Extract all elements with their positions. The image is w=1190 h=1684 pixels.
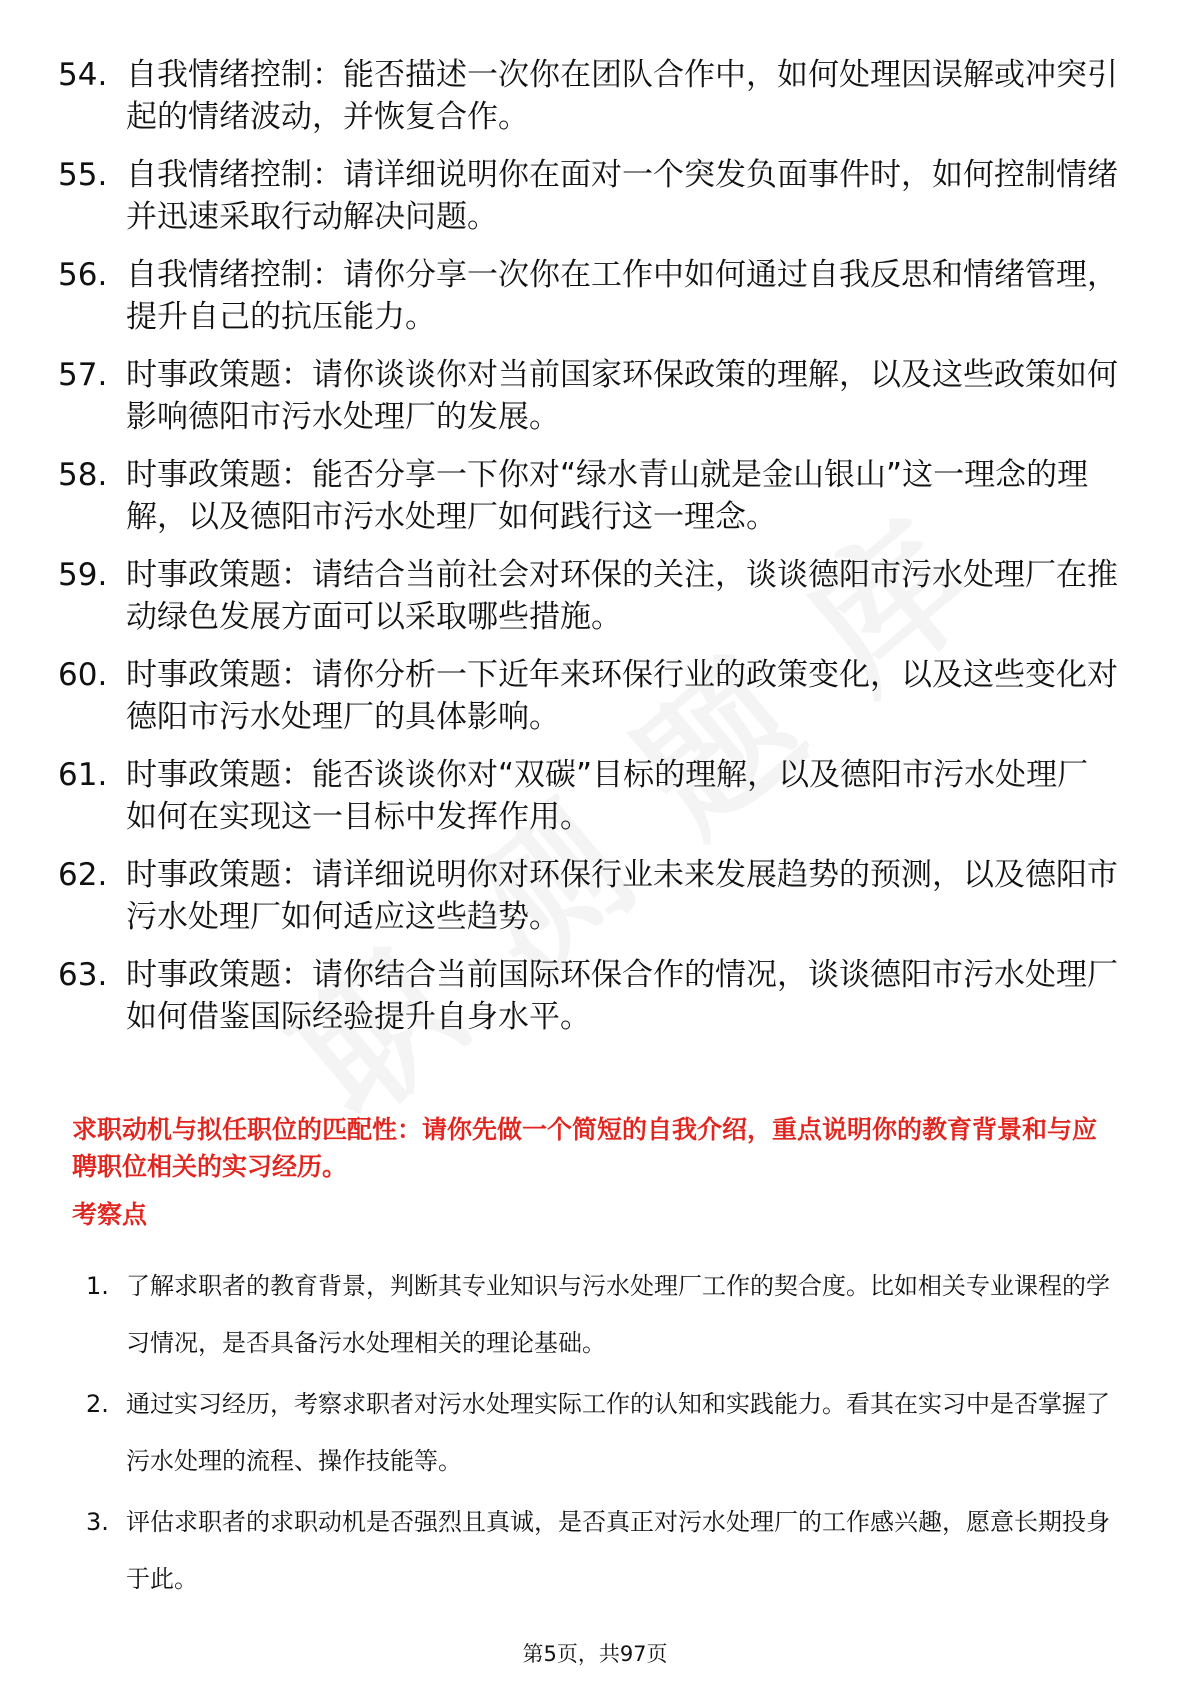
question-item: [58, 654, 1118, 738]
question-item: [58, 354, 1118, 438]
question-text: 时事政策题：请结合当前社会对环保的关注，谈谈德阳市污水处理厂在推动绿色发展方面可以采取哪些措施。: [126, 557, 1118, 635]
question-text: 自我情绪控制：请你分享一次你在工作中如何通过自我反思和情绪管理，提升自己的抗压能力。: [126, 257, 1118, 335]
question-number: 63.: [58, 957, 108, 993]
assessment-point: [86, 1258, 1116, 1372]
question-item: [58, 254, 1118, 338]
question-text: 时事政策题：能否谈谈你对“双碳”目标的理解，以及德阳市污水处理厂如何在实现这一目标中发挥作用。: [126, 757, 1089, 835]
question-number: 54.: [58, 57, 108, 93]
question-item: [58, 854, 1118, 938]
page-footer: 第5页，共97页: [522, 1642, 668, 1666]
question-item: [58, 454, 1118, 538]
question-number: 60.: [58, 657, 108, 693]
section-subheading: 考察点: [72, 1200, 148, 1229]
question-number: 57.: [58, 357, 108, 393]
assessment-point: [86, 1494, 1116, 1608]
question-list: [58, 54, 1118, 1054]
point-text: 了解求职者的教育背景，判断其专业知识与污水处理厂工作的契合度。比如相关专业课程的学习情况，是否具备污水处理相关的理论基础。: [126, 1272, 1110, 1357]
point-number: 3.: [86, 1508, 109, 1536]
point-number: 1.: [86, 1272, 109, 1300]
point-number: 2.: [86, 1390, 109, 1418]
question-text: 时事政策题：能否分享一下你对“绿水青山就是金山银山”这一理念的理解，以及德阳市污水处理厂如何践行这一理念。: [126, 457, 1089, 535]
assessment-point: [86, 1376, 1116, 1490]
question-number: 61.: [58, 757, 108, 793]
question-text: 时事政策题：请详细说明你对环保行业未来发展趋势的预测，以及德阳市污水处理厂如何适应这些趋势。: [126, 857, 1118, 935]
question-text: 时事政策题：请你谈谈你对当前国家环保政策的理解，以及这些政策如何影响德阳市污水处理厂的发展。: [126, 357, 1118, 435]
section-heading: 求职动机与拟任职位的匹配性：请你先做一个简短的自我介绍，重点说明你的教育背景和与应聘职位相关的实习经历。: [72, 1115, 1098, 1181]
question-number: 59.: [58, 557, 108, 593]
question-number: 58.: [58, 457, 108, 493]
question-item: [58, 554, 1118, 638]
question-text: 自我情绪控制：能否描述一次你在团队合作中，如何处理因误解或冲突引起的情绪波动，并恢复合作。: [126, 57, 1118, 135]
point-text: 评估求职者的求职动机是否强烈且真诚，是否真正对污水处理厂的工作感兴趣，愿意长期投身于此。: [126, 1508, 1110, 1593]
point-text: 通过实习经历，考察求职者对污水处理实际工作的认知和实践能力。看其在实习中是否掌握了污水处理的流程、操作技能等。: [126, 1390, 1110, 1475]
question-number: 56.: [58, 257, 108, 293]
question-number: 62.: [58, 857, 108, 893]
question-item: [58, 54, 1118, 138]
question-item: [58, 154, 1118, 238]
question-item: [58, 954, 1118, 1038]
question-number: 55.: [58, 157, 108, 193]
question-text: 时事政策题：请你分析一下近年来环保行业的政策变化，以及这些变化对德阳市污水处理厂的具体影响。: [126, 657, 1118, 735]
question-text: 自我情绪控制：请详细说明你在面对一个突发负面事件时，如何控制情绪并迅速采取行动解决问题。: [126, 157, 1118, 235]
question-text: 时事政策题：请你结合当前国际环保合作的情况，谈谈德阳市污水处理厂如何借鉴国际经验提升自身水平。: [126, 957, 1118, 1035]
assessment-points-list: [86, 1258, 1116, 1612]
question-item: [58, 754, 1118, 838]
